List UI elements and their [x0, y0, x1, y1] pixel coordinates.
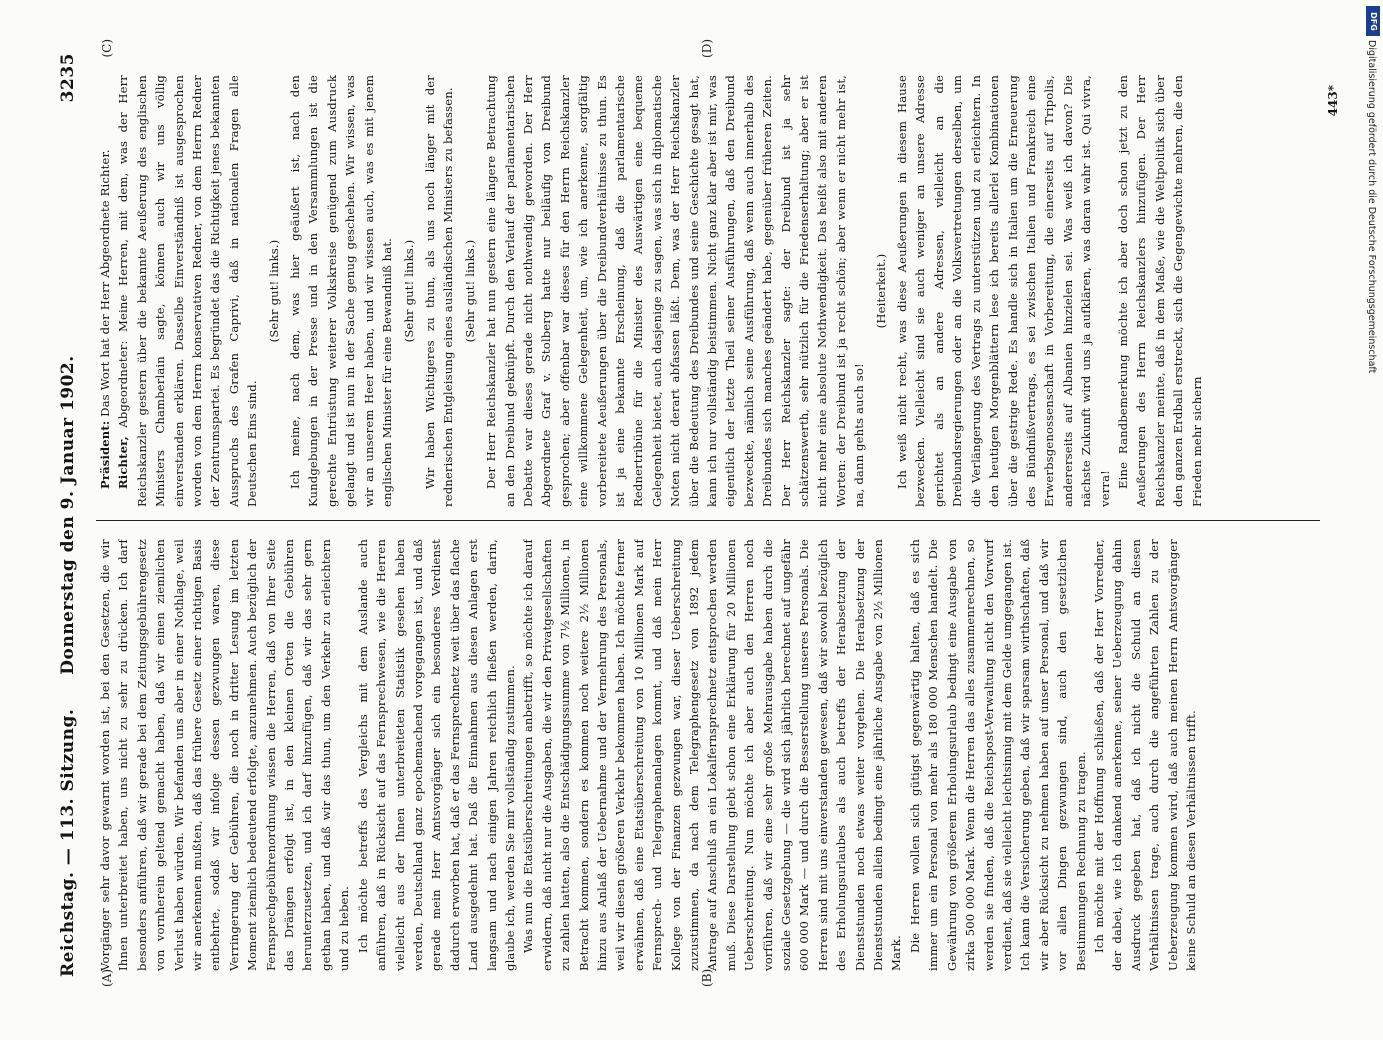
applause: (Sehr gut! links.): [401, 239, 416, 343]
applause: (Sehr gut! links.): [462, 239, 477, 343]
right-paragraph: Ich meine, nach dem, was hier geäußert ist, nach den Kundgebungen in der Presse und in den Versammlungen ist die gerechte Entrüstung weiterer Volkskreise genügend zum Ausdruck gelangt und ist nun in der Sache genug geschehen. Wir wissen, was wir an unserem Heer haben, und wir wissen auch, was es mit jenem englischen Minister für eine Bewandniß hat.: [288, 75, 395, 507]
left-column: [96, 539, 1320, 971]
president-text: Das Wort hat der Herr Abgeordnete Richter.: [98, 149, 112, 417]
right-column: [96, 75, 1320, 507]
left-paragraph: Ich möchte betreffs des Vergleichs mit dem Auslande auch anführen, daß in Rücksicht auf das Fernsprechwesen, wie die Herren vielleicht aus der Ihnen unterbreiteten Statistik gesehen haben werden, Deutschland ganz epochemachend vorgegangen ist, und daß gerade mein Herr Amtsvorgänger sich ein besonderes Verdienst dadurch erworben hat, daß er das Fernsprechnetz weit über das flache Land ausgedehnt hat. Daß die Einnahmen aus diesen Anlagen erst langsam und nach einigen Jahren reichlich fließen werden, darin, glaube ich, werden Sie mir vollständig zustimmen.: [355, 539, 517, 971]
page-header: [58, 45, 86, 985]
header-left: Reichstag. — 113. Sitzung.: [58, 708, 78, 977]
left-paragraph: Vorgänger sehr davor gewarnt worden ist, bei den Gesetzen, die wir Ihnen unterbreitet haben, uns nicht zu sehr zu drücken. Ich darf besonders anführen, daß wir gerade bei dem Zeitungsgebührengesetz von vornherein geltend gemacht haben, daß wir einen ziemlichen Verlust haben würden. Wir befanden uns aber in einer Nothlage, weil wir anerkennen mußten, daß das frühere Gesetz einer richtigen Basis entbehrte, sodaß wir infolge dessen gezwungen waren, diese Verringerung der Gebühren, die noch in dritter Lesung im letzten Moment ziemlich bedeutend erfolgte, anzunehmen. Auch bezüglich der Fernsprechgebührenordnung wissen die Herren, daß von Ihrer Seite das Drängen erfolgt ist, in den kleinen Orten die Gebühren herunterzusetzen, und ich darf hinzufügen, daß wir das sehr gern gethan haben, und daß wir das thun, um den Verkehr zu erleichtern und zu heben.: [98, 539, 352, 971]
right-paragraph: Der Herr Reichskanzler hat nun gestern eine längere Betrachtung an den Dreibund geknüpft. Durch den Verlauf der parlamentarischen Debatte war dieses gerade nicht nothwendig geworden. Der Herr Abgeordnete Graf v. Stolberg hatte nur beiläufig von Dreibund gesprochen; aber offenbar war dieses für den Herrn Reichskanzler eine willkommene Gelegenheit, um, wie ich anerkenne, sorgfältig vorbereitete Aeußerungen über die Dreibundverhältnisse zu thun. Es ist ja eine bekannte Erscheinung, daß die parlamentarische Rednertribüne für die Minister des Auswärtigen eine bequeme Gelegenheit bietet, auch dasjenige zu sagen, was sich in diplomatische Noten nicht derart abfassen läßt. Dem, was der Herr Reichskanzler über die Bedeutung des Dreibundes und seine Geschichte gesagt hat, kann ich nur vollständig beistimmen. Nicht ganz klar aber ist mir, was eigentlich der letzte Theil seiner Ausführungen, daß den Dreibund bezweckte, nämlich seine Ausführung, daß wenn auch innerhalb des Dreibundes sich manches geändert habe, gegenüber früheren Zeiten. Der Herr Reichskanzler sagte: der Dreibund ist ja sehr schätzenswerth, sehr nützlich für die Friedenserhaltung; aber er ist nicht mehr eine absolute Nothwendigkeit. Das heißt also mit anderen Worten: der Dreibund ist ja recht schön; aber wenn er nicht mehr ist, na, dann gehts auch so!: [484, 75, 867, 507]
applause: (Sehr gut! links.): [266, 239, 281, 343]
header-date: Donnerstag den 9. Januar 1902.: [58, 355, 78, 675]
laughter: (Heiterkeit.): [873, 253, 888, 329]
credit-text: Digitalisierung gefördert durch die Deutsche Forschungsgemeinschaft: [1366, 40, 1377, 374]
dfg-logo-text: DFG: [1368, 11, 1378, 31]
digitization-credit: [1359, 0, 1383, 1000]
rotated-page: [40, 39, 1340, 987]
right-paragraph: Eine Randbemerkung möchte ich aber doch schon jetzt zu den Aeußerungen des Herrn Reichskanzlers hinzufügen. Der Herr Reichskanzler meinte, daß in dem Maße, wie die Weltpolitik sich über den ganzen Erdball erstreckt, sich die Gegengewichte mehren, die den Frieden mehr sichern: [1115, 75, 1204, 507]
left-paragraph: Die Herren wollen sich gütigst gegenwärtig halten, daß es sich immer um ein Personal von mehr als 180 000 Menschen handelt. Die Gewährung von größerem Erholungsurlaub bedingt eine Ausgabe von zirka 500 000 Mark. Wenn die Herren das alles zusammenrechnen, so werden sie finden, daß die Reichspost-Verwaltung nicht den Vorwurf verdient, daß sie vielleicht leichtsinnig mit dem Gelde umgegangen ist. Ich kann die Versicherung geben, daß wir sparsam wirthschaften, daß wir aber Rücksicht zu nehmen haben auf unser Personal, und daß wir vor allen Dingen gezwungen sind, auch den gesetzlichen Bestimmungen Rechnung zu tragen.: [907, 539, 1088, 971]
president-paragraph: [96, 75, 114, 507]
signature-mark: 443*: [1326, 85, 1340, 117]
left-paragraph: Was nun die Etatsüberschreitungen anbetrifft, so möchte ich darauf erwidern, daß nicht nur die Ausgaben, die wir den Privatgesellschaften zu zahlen hatten, also die Entschädigungssumme von 7½ Millionen, in Betracht kommen, sondern es kommen noch weitere 2½ Millionen hinzu aus Anlaß der Uebernahme und der Vermehrung des Personals, weil wir diesen größeren Verkehr bekommen haben. Ich möchte ferner erwähnen, daß eine Etatsüberschreitung von 10 Millionen Mark auf Fernsprech- und Telegraphenanlagen kommt, und daß mein Herr Kollege von der Finanzen gezwungen war, dieser Ueberschreitung zuzustimmen, da nach dem Telegraphengesetz von 1892 jedem Antrage auf Anschluß an ein Lokalfernsprechnetz entsprochen werden muß. Diese Darstellung giebt schon eine Erklärung für 20 Millionen Ueberschreitung. Nun möchte ich aber auch den Herren noch vorführen, daß wir eine sehr große Mehrausgabe haben durch die soziale Gesetzgebung — die wird sich jährlich berechnet auf ungefähr 600 000 Mark — und durch die Besserstellung unseres Personals. Die Herren sind mit uns einverstanden gewesen, daß wir sowohl bezüglich des Erholungsurlaubes als auch betreffs der Herabsetzung der Dienststunden noch etwas weiter vorgehen. Die Herabsetzung der Dienststunden allein bedingt eine jährliche Ausgabe von 2½ Millionen Mark.: [521, 539, 904, 971]
right-paragraph: Wir haben Wichtigeres zu thun, als uns noch länger mit der rednerischen Entgleisung eines ausländischen Ministers zu befassen.: [422, 75, 456, 507]
richter-paragraph: [114, 75, 261, 507]
margin-marker-b: (B): [700, 968, 714, 987]
right-paragraph: Meine Herren, mit dem, was der Herr Reichskanzler gestern über die bekannte Aeußerung des englischen Ministers Chamberlain sagte, können auch wir uns völlig einverstanden erklären. Dasselbe Einverständniß ist ausgesprochen worden von dem Herrn konservativen Redner, von dem Herrn Redner der Zentrumspartei. Es begründet das die Richtigkeit jenes bekannten Ausspruchs des Grafen Caprivi, daß in nationalen Fragen alle Deutschen Eins sind.: [116, 75, 260, 507]
left-paragraph: Ich möchte mit der Hoffnung schließen, daß der Herr Vorredner, der dabei, wie ich dankend anerkenne, seiner Ueberzeugung dahin Ausdruck gegeben hat, daß ich nicht die Schuld an diesen Verhältnissen trage, auch durch die angeführten Zahlen zu der Ueberzeugung kommen wird, daß auch meinen Herrn Amtsvorgänger keine Schuld an diesen Verhältnissen trifft.: [1091, 539, 1198, 971]
margin-marker-a: (A): [100, 968, 114, 987]
column-rule: [96, 520, 1320, 521]
right-paragraph: Ich weiß nicht recht, was diese Aeußerungen in diesem Hause bezwecken. Vielleicht sind sie auch weniger an unsere Adresse gerichtet als an andere Adressen, vielleicht an die Dreibundsregierungen oder an die Volksvertretungen derselben, um die Verlängerung des Vertrags zu unterstützen und zu erleichtern. In den heutigen Morgenblättern lese ich bereits allerlei Kombinationen über die gestrige Rede. Es handle sich in Italien um die Erneuerung des Bündnißvertrags, es sei zwischen Italien und Frankreich eine Erwerbsgenossenschaft in Vorbereitung, die einerseits auf Tripolis, andererseits auf Albanien hinzielen sei. Was weiß ich davon? Die nächste Zukunft wird uns ja aufklären, was daran wahr ist. Qui vivra, verra!: [895, 75, 1112, 507]
page-number: 3235: [58, 53, 78, 103]
dfg-logo: [1366, 6, 1380, 36]
margin-marker-d: (D): [700, 39, 714, 58]
speaker-president: Präsident:: [98, 420, 112, 489]
speaker-richter: Richter,: [116, 436, 131, 489]
margin-marker-c: (C): [100, 39, 114, 58]
speaker-role: Abgeordneter:: [116, 340, 131, 428]
